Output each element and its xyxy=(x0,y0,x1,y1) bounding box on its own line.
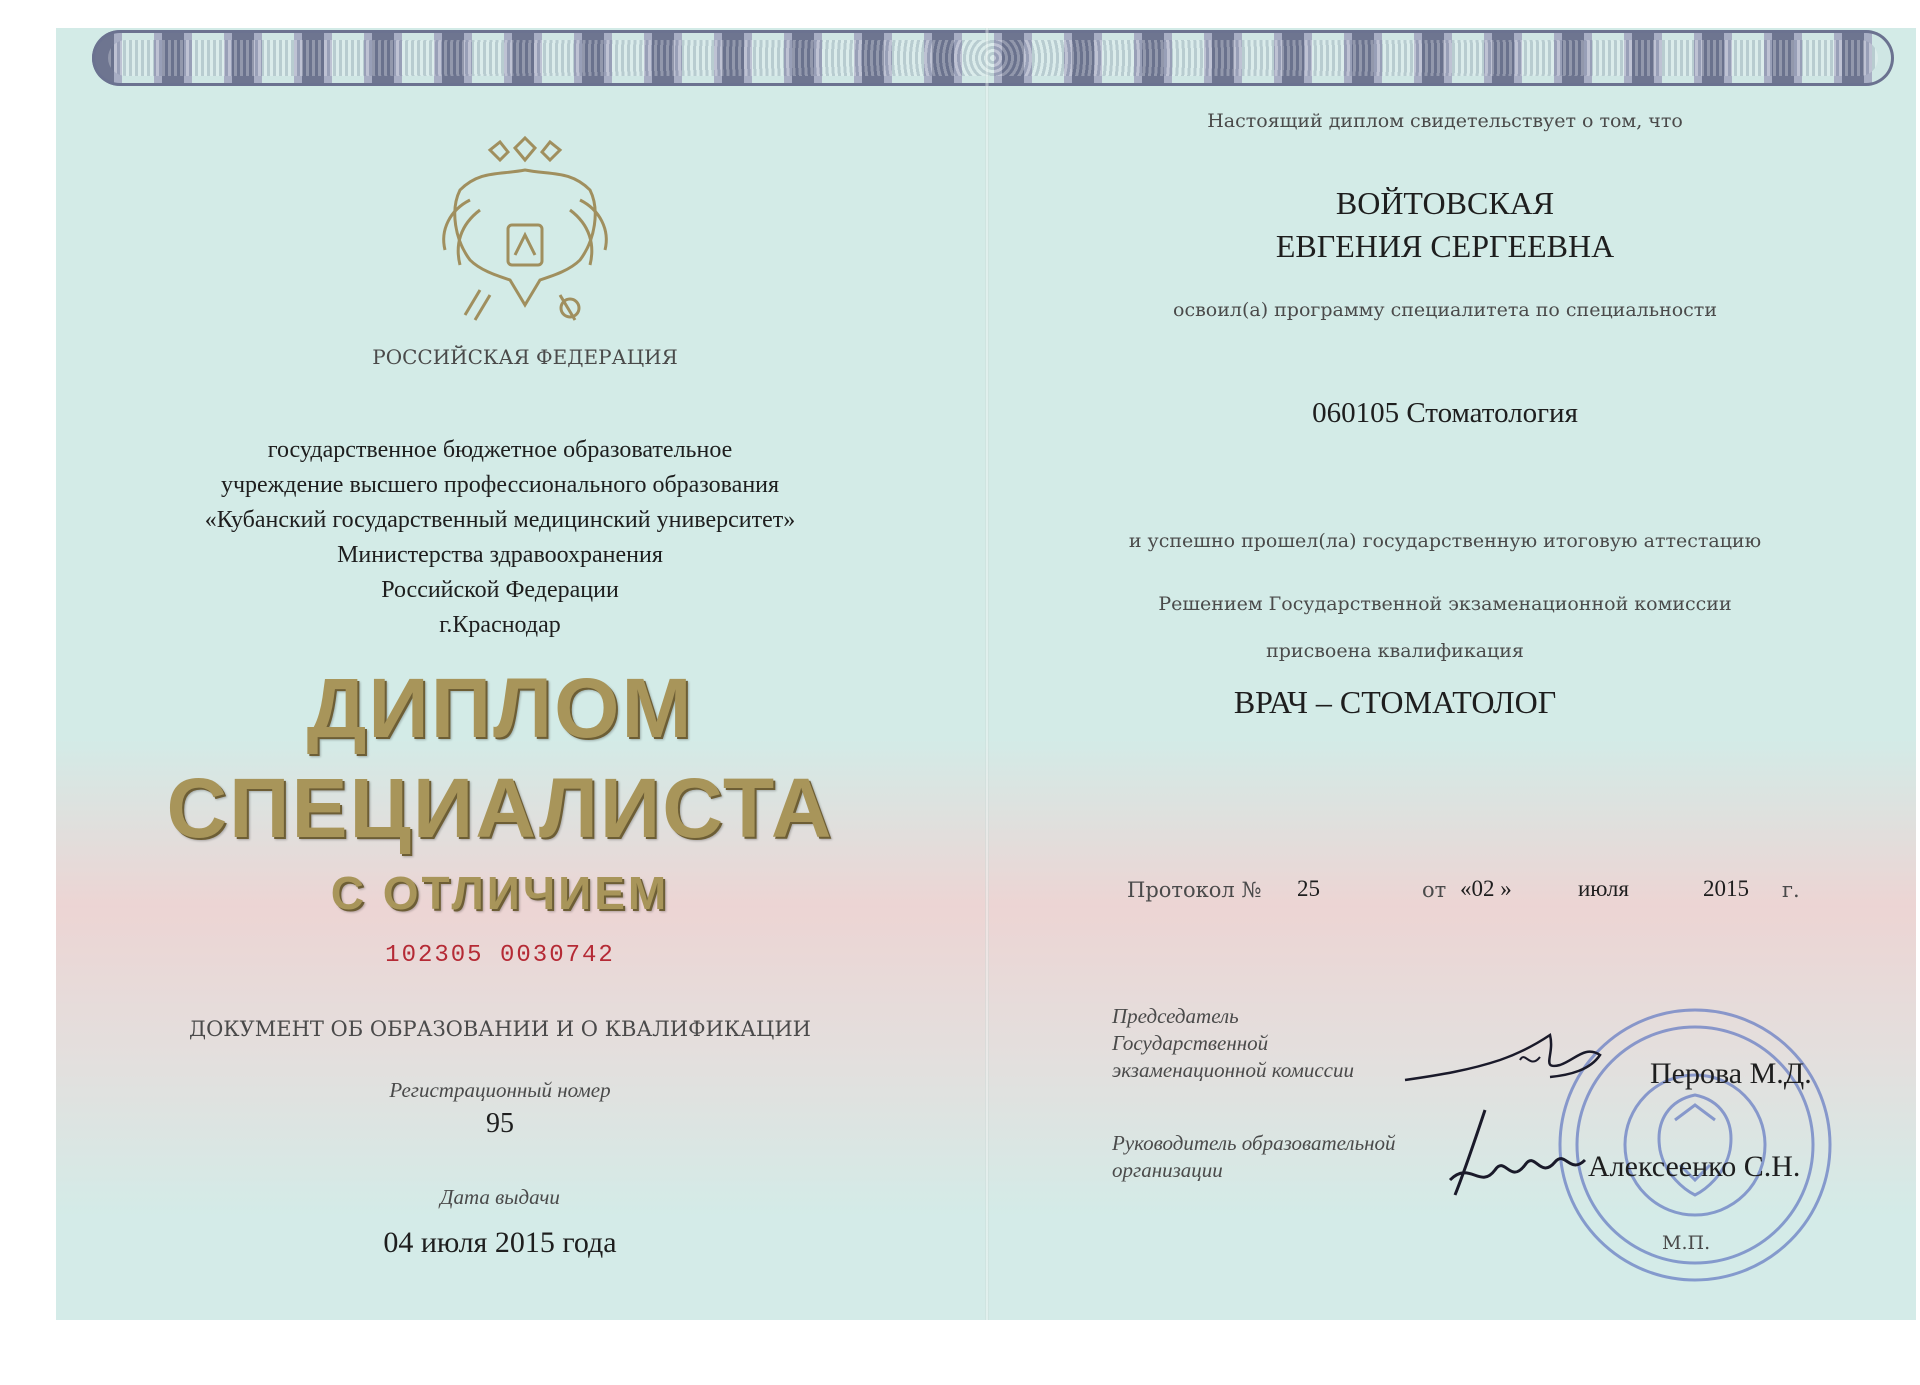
issue-date: 04 июля 2015 года xyxy=(383,1226,617,1259)
protocol-label: Протокол № xyxy=(1127,878,1262,902)
chair-signature xyxy=(1400,1015,1620,1095)
institution-line-5: Российской Федерации xyxy=(381,577,619,603)
protocol-year-suffix: г. xyxy=(1782,878,1800,902)
attestation-text: и успешно прошел(ла) государственную итоговую аттестацию xyxy=(1128,530,1762,552)
commission-decision-text: Решением Государственной экзаменационной комиссии xyxy=(1158,593,1732,615)
institution-line-3: «Кубанский государственный медицинский университет» xyxy=(204,507,796,533)
chair-label-line-3: экзаменационной комиссии xyxy=(1112,1058,1354,1082)
protocol-number: 25 xyxy=(1297,876,1320,901)
registration-number: 95 xyxy=(486,1108,514,1139)
institution-line-2: учреждение высшего профессионального образования xyxy=(220,472,780,498)
document-type: ДОКУМЕНТ ОБ ОБРАЗОВАНИИ И О КВАЛИФИКАЦИИ xyxy=(189,1017,811,1041)
chair-label-line-1: Председатель xyxy=(1112,1004,1239,1028)
center-fold xyxy=(985,28,989,1320)
holder-given-names: ЕВГЕНИЯ СЕРГЕЕВНА xyxy=(1275,228,1615,264)
stamp-place-label: М.П. xyxy=(1662,1232,1711,1254)
intro-text: Настоящий диплом свидетельствует о том, что xyxy=(1207,110,1683,132)
institution-line-1: государственное бюджетное образовательное xyxy=(267,437,733,463)
qualification: ВРАЧ – СТОМАТОЛОГ xyxy=(1233,684,1557,720)
head-label-line-1: Руководитель образовательной xyxy=(1112,1131,1396,1155)
coat-of-arms-emblem xyxy=(420,130,630,340)
institution-line-6: г.Краснодар xyxy=(439,612,561,638)
head-signature xyxy=(1435,1100,1595,1210)
protocol-from: от xyxy=(1422,878,1447,902)
issue-date-label: Дата выдачи xyxy=(440,1185,560,1209)
diploma-title: ДИПЛОМ xyxy=(306,661,694,755)
protocol-year: 2015 xyxy=(1703,876,1749,901)
holder-surname: ВОЙТОВСКАЯ xyxy=(1335,185,1555,221)
serial-number: 102305 0030742 xyxy=(385,942,615,969)
chair-label-line-2: Государственной xyxy=(1112,1031,1269,1055)
head-label-line-2: организации xyxy=(1112,1158,1223,1182)
program-mastered-text: освоил(а) программу специалитета по специальности xyxy=(1173,299,1717,321)
specialist-title: СПЕЦИАЛИСТА xyxy=(166,761,834,855)
distinction-label: С ОТЛИЧИЕМ xyxy=(330,867,670,919)
registration-label: Регистрационный номер xyxy=(389,1078,611,1102)
institution-line-4: Министерства здравоохранения xyxy=(337,542,663,568)
country-label: РОССИЙСКАЯ ФЕДЕРАЦИЯ xyxy=(372,345,678,369)
chair-name: Перова М.Д. xyxy=(1650,1057,1812,1090)
protocol-month: июля xyxy=(1578,876,1629,901)
protocol-day: «02 » xyxy=(1460,876,1512,901)
head-name: Алексеенко С.Н. xyxy=(1588,1150,1801,1183)
guilloche-pattern xyxy=(108,40,1878,76)
specialty: 060105 Стоматология xyxy=(1312,397,1578,429)
qualification-awarded-text: присвоена квалификация xyxy=(1266,640,1524,662)
